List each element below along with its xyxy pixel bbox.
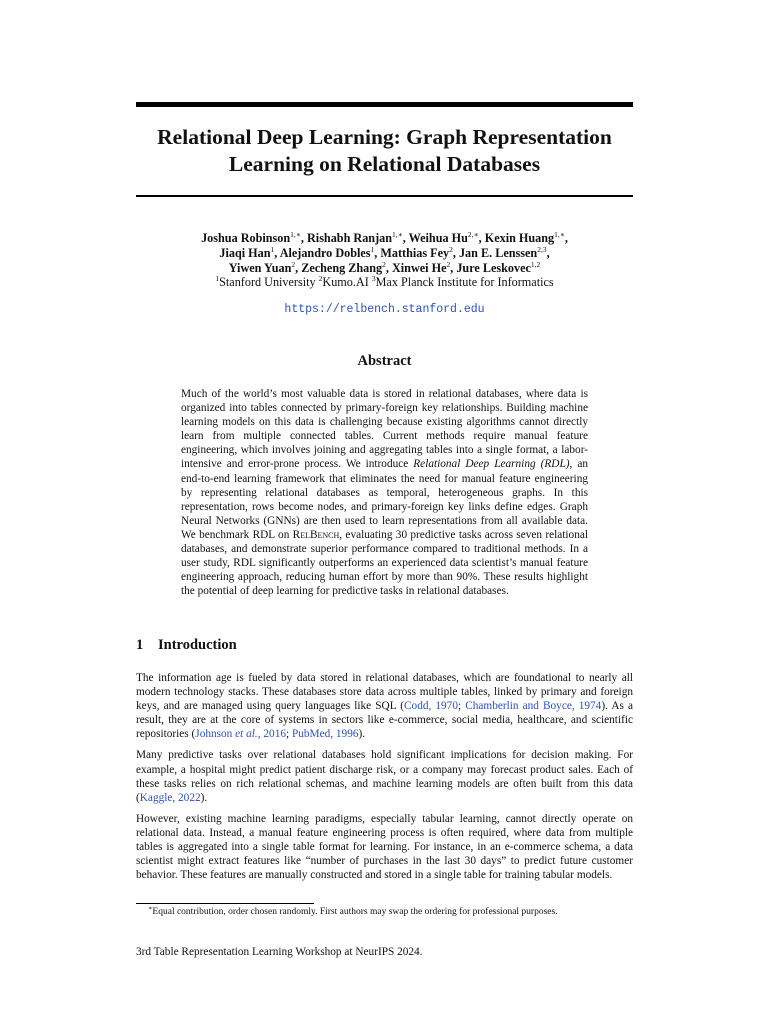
citation-author: Johnson [195,728,236,741]
author-affiliation-mark: 1 [370,245,375,254]
paragraph: However, existing machine learning paradigms, especially tabular learning, cannot directly operate on relational data. Instead, a manual feature engineering process is often required, where data from multiple tables is aggregated into a single table format for learning. For instance, in an e-commerce schema, a data scientist might extract features like “number of purchases in the last 30 days” to predict future customer behavior. These features are manually constructed and stored in a single table for training tabular models. [136,812,633,882]
abstract-body [181,387,588,598]
affiliation-name: Stanford University [219,275,316,289]
section-title: Introduction [158,637,237,653]
venue-note: 3rd Table Representation Learning Workshop at NeurIPS 2024. [136,946,423,958]
title-line-1: Relational Deep Learning: Graph Representation [157,125,612,149]
abstract-emphasis: Relational Deep Learning (RDL) [413,458,570,471]
citation-separator: ; [286,728,292,741]
author-name: Weihua Hu [408,231,468,245]
author-affiliation-mark: 1,∗ [554,230,565,239]
affiliation-mark: 3 [371,274,376,283]
paragraph-text: ). [200,791,208,804]
author-name: Rishabh Ranjan [307,231,393,245]
author-affiliation-mark: 1,∗ [392,230,403,239]
citation-year: , 2016 [257,728,286,741]
author-affiliation-mark: 2 [446,260,451,269]
citation-link[interactable]: PubMed, 1996 [291,728,359,741]
citation-separator: ; [457,700,466,713]
paragraph-text: The information age is fueled by data stored in relational databases, which are foundational to nearly all modern technology stacks. These databases store data across multiple tables, linked by primary and foreign keys, and are managed using query languages like SQL ( [136,672,633,713]
affiliation-mark: 2 [318,274,323,283]
citation-link[interactable]: Chamberlin and Boyce, 1974 [465,700,602,713]
author-affiliation-mark: 2,∗ [467,230,479,239]
citation-etal: et al. [235,728,258,741]
section-heading [136,637,237,654]
paper-title [136,124,633,178]
author-name: Zecheng Zhang [301,261,383,275]
affiliation-name: Max Planck Institute for Informatics [375,275,554,289]
author-name: Matthias Fey [380,246,450,260]
citation-link[interactable]: Kaggle, 2022 [139,791,201,804]
paragraph-text: ). As a result, they are at the core of systems in sectors like e-commerce, social media, healthcare, and scientific repositories ( [136,700,633,741]
author-name: Kexin Huang [484,231,555,245]
author-line: Yiwen Yuan$^2$, Zecheng Zhang$^2$, Xinwei He$^2$, Jure Leskovec$^{1,2}$ [228,260,541,275]
author-affiliation-mark: 1,∗ [290,230,301,239]
footnote [148,906,558,918]
introduction-body [136,671,633,889]
benchmark-name: RelBench [292,528,340,541]
author-name: Jiaqi Han [219,246,271,260]
author-name: Xinwei He [391,261,447,275]
author-name: Jure Leskovec [456,261,531,275]
title-top-rule [136,102,633,107]
abstract-text: , an end-to-end learning framework that eliminates the need for manual feature engineering by representing relational databases as temporal, heterogeneous graphs. In this representation, rows become nodes, and primary-foreign key links define edges. Graph Neural Networks (GNNs) are then used to learn representations from all available data. We benchmark RDL on [181,458,588,541]
abstract-text: , evaluating 30 predictive tasks across seven relational databases, and demonstrate superior performance compared to traditional methods. In a user study, RDL significantly outperforms an experienced data scientist’s manual feature engineering approach, reducing human effort by more than 90%. These results highlight the potential of deep learning for predictive tasks in relational databases. [181,528,588,598]
citation-link[interactable] [195,728,286,740]
affiliation-mark: 1 [215,274,220,283]
footnote-text: Equal contribution, order chosen randomly. First authors may swap the ordering for professional purposes. [152,907,558,917]
section-number: 1 [136,637,144,653]
paragraph-text: ). [358,728,366,741]
author-affiliation-mark: 2 [291,260,296,269]
project-url-link[interactable]: https://relbench.stanford.edu [284,303,485,316]
affiliations [136,275,633,290]
abstract-heading: Abstract [357,353,412,369]
citation-link[interactable]: Codd, 1970 [404,700,458,713]
author-name: Jan E. Lenssen [458,246,538,260]
affiliation-name: Kumo.AI [322,275,369,289]
author-affiliation-mark: 2,3 [537,245,547,254]
title-line-2: Learning on Relational Databases [228,152,541,176]
author-affiliation-mark: 1,2 [530,260,541,269]
author-name: Joshua Robinson [201,231,291,245]
paragraph [136,748,633,804]
footnote-mark: ∗ [148,905,153,912]
author-line: Jiaqi Han$^1$, Alejandro Dobles$^1$, Matthias Fey$^2$, Jan E. Lenssen$^{2,3}$, [219,245,550,260]
author-list [136,231,633,276]
title-bottom-rule [136,195,633,197]
author-line: Joshua Robinson$^{1,∗}$, Rishabh Ranjan$^{1,∗}$, Weihua $Hu^{2,∗}$, Kexin Huang$^{1,∗}$, [201,230,568,245]
abstract-text: Much of the world’s most valuable data is stored in relational databases, where data is organized into tables connected by primary-foreign key relationships. Building machine learning models on this data is challenging because existing algorithms cannot directly learn from multiple connected tables. Current methods require manual feature engineering, which involves joining and aggregating tables into a single format, a labor-intensive and error-prone process. We introduce [181,388,588,471]
author-name: Alejandro Dobles [279,246,371,260]
paragraph [136,671,633,741]
author-affiliation-mark: 2 [449,245,453,254]
author-name: Yiwen Yuan [228,261,292,275]
author-affiliation-mark: 2 [382,260,386,269]
footnote-rule [136,903,314,904]
author-affiliation-mark: 1 [270,245,275,254]
paragraph-text: Many predictive tasks over relational databases hold significant implications for decision making. For example, a hospital might predict patient discharge risk, or a company may forecast product sales. Each of these tasks relies on rich relational schemas, and machine learning models are often built from this data ( [136,749,633,804]
